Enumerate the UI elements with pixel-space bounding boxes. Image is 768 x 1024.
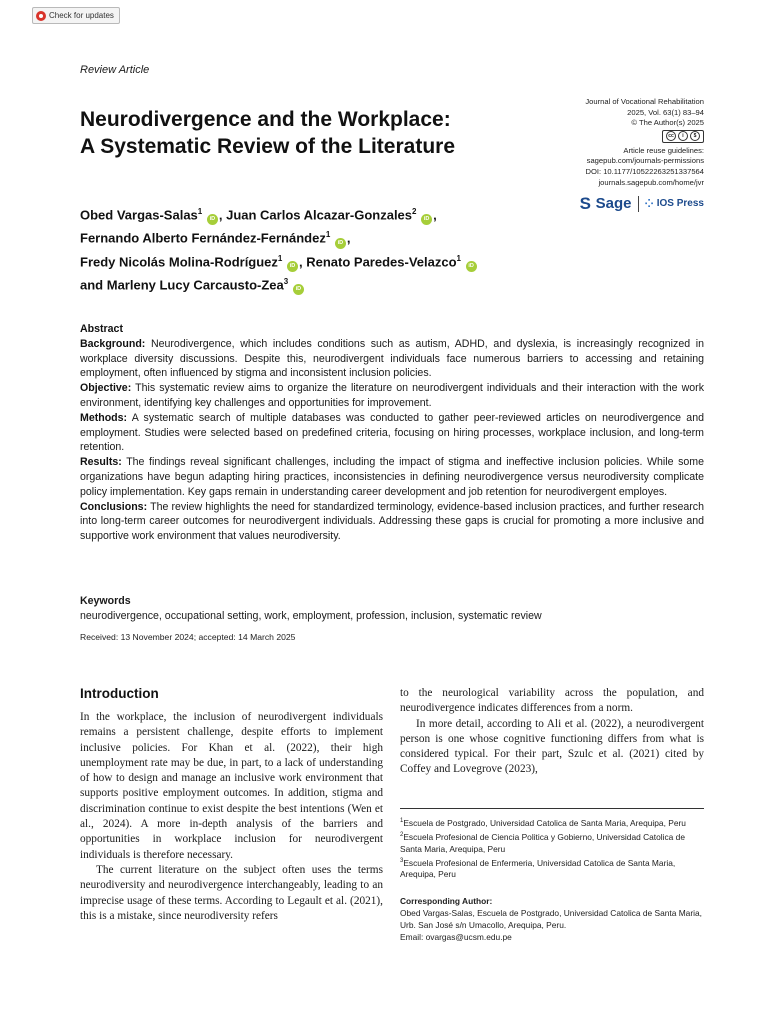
affiliation-3: $^3$Escuela Profesional de Enfermeria, Universidad Catolica de Santa Maria, Arequipa, Peru <box>400 857 676 880</box>
footnotes <box>400 815 704 943</box>
affiliation-mark: 1 <box>277 253 283 263</box>
author-name: Juan Carlos Alcazar-Gonzales <box>226 207 413 223</box>
sage-logo-text: Sage <box>595 195 632 212</box>
abstract-results <box>80 455 704 499</box>
reuse-link[interactable]: sagepub.com/journals-permissions <box>586 156 704 166</box>
separator: and <box>80 277 107 293</box>
corresponding-author-details: Obed Vargas-Salas, Escuela de Postgrado, Universidad Catolica de Santa Maria, Urb. San José s/n Umacollo, Arequipa, Peru. <box>400 908 702 931</box>
update-icon <box>36 11 46 21</box>
body-column-right <box>400 686 704 778</box>
affiliation-3-text: Escuela Profesional de Enfermeria, Universidad Catolica de Santa Maria, Arequipa, Peru <box>400 857 676 880</box>
affiliation-2-text: Escuela Profesional de Ciencia Politica y Gobierno, Universidad Catolica de Santa Maria, Arequipa, Peru <box>400 831 685 854</box>
affiliation-2: $^2$Escuela Profesional de Ciencia Politica y Gobierno, Universidad Catolica de Santa Maria, Arequipa, Peru <box>400 831 685 854</box>
orcid-icon[interactable]: iD <box>466 261 477 272</box>
article-type: Review Article <box>80 64 150 76</box>
intro-paragraph-3: In more detail, according to Ali et al. (2022), a neurodivergent person is one whose cognitive functioning differs from what is considered typical. For their part, Szulc et al. (2021) cited by Coffey and Lovegrove (2023), <box>400 717 704 776</box>
doi[interactable]: DOI: 10.1177/10522263251337564 <box>585 166 704 176</box>
section-heading-introduction: Introduction <box>80 686 159 701</box>
keywords-list: neurodivergence, occupational setting, work, employment, profession, inclusion, systematic review <box>80 609 542 622</box>
ios-press-text: IOS Press <box>656 198 704 209</box>
intro-paragraph-1: In the workplace, the inclusion of neurodivergent individuals remains a persistent challenge, despite efforts to implement inclusive policies. For Khan et al. (2022), their high unemployment rate may be due, in part, to a lack of understanding of how to design and manage an inclusive work environment that supports positive employment outcomes. In addition, stigma and discrimination continue to exist despite the best intentions (Wen et al., 2024). A more in-depth analysis of the barriers and opportunities in workplace inclusion for neurodivergent individuals is therefore necessary. <box>80 711 383 861</box>
by-icon: i <box>678 131 688 141</box>
orcid-icon[interactable]: iD <box>421 214 432 225</box>
abstract <box>80 322 704 544</box>
title-line-2: A Systematic Review of the Literature <box>80 135 456 158</box>
publisher-logos <box>580 195 704 212</box>
article-title <box>80 106 550 160</box>
objective-label: Objective: <box>80 382 132 395</box>
nc-icon: $ <box>690 131 700 141</box>
check-for-updates-label: Check for updates <box>49 11 114 20</box>
journal-volume: 2025, Vol. 63(1) 83–94 <box>627 107 704 117</box>
conclusions-text: The review highlights the need for standardized terminology, evidence-based inclusion practices, and further research into long-term career outcomes for neurodivergent individuals. Addressing these gaps is crucial for promoting a more inclusive and supportive work environment that values neurodiversity. <box>80 500 704 543</box>
cc-icon: cc <box>666 131 676 141</box>
logo-divider <box>638 196 639 212</box>
cc-license-badge[interactable] <box>662 130 704 143</box>
keywords-section <box>80 594 704 624</box>
affiliation-1-text: Escuela de Postgrado, Universidad Catolica de Santa Maria, Arequipa, Peru <box>403 817 686 828</box>
author-list: Obed Vargas-Salas$^1$ iD , Juan Carlos Alcazar-Gonzales$^2$ iD , Fernando Alberto Fernández-Fernández$^1$ iD , Fredy Nicolás Molina-Rodríguez$^1$ iD , Renato Paredes-Velazco$^1$ iD and Marleny Lucy Carcausto-Zea$^3$ iD <box>80 202 540 295</box>
journal-copyright: © The Author(s) 2025 <box>631 118 704 128</box>
methods-text: A systematic search of multiple databases was conducted to gather peer-reviewed articles on neurodivergence and employment. Studies were selected based on predefined criteria, focusing on hiring processes, workplace inclusion, and long-term retention. <box>80 411 704 454</box>
affiliation-mark: 3 <box>283 276 289 286</box>
abstract-methods <box>80 411 704 455</box>
author-name: Fernando Alberto Fernández-Fernández <box>80 230 326 246</box>
keywords-heading: Keywords <box>80 595 131 607</box>
separator: , <box>218 207 227 223</box>
ios-dots-icon: ⁘ <box>644 198 654 210</box>
journal-name: Journal of Vocational Rehabilitation <box>585 97 704 106</box>
sage-logo <box>580 195 632 212</box>
abstract-heading: Abstract <box>80 323 123 335</box>
abstract-objective <box>80 381 704 411</box>
author-name: Fredy Nicolás Molina-Rodríguez <box>80 253 278 269</box>
affiliation-mark: 1 <box>456 253 461 263</box>
author-name: Marleny Lucy Carcausto-Zea <box>106 277 284 293</box>
corresponding-author-email[interactable]: Email: ovargas@ucsm.edu.pe <box>400 932 512 943</box>
received-dates: Received: 13 November 2024; accepted: 14 March 2025 <box>80 632 296 642</box>
footnote-divider <box>400 808 704 809</box>
intro-paragraph-2-continued: to the neurological variability across the population, and neurodivergence indicates differences from a norm. <box>400 687 704 715</box>
background-text: Neurodivergence, which includes conditions such as autism, ADHD, and dyslexia, is increasingly recognized in workplace diversity discussions. Despite this, neurodivergent individuals face numerous barriers to accessing and retaining employment, often influenced by stigma and inconsistent inclusion policies. <box>80 337 704 380</box>
body-column-left <box>80 686 383 924</box>
affiliation-1: $^1$Escuela de Postgrado, Universidad Catolica de Santa Maria, Arequipa, Peru <box>400 817 686 828</box>
sage-s-icon: S <box>579 193 591 213</box>
affiliation-mark: 1 <box>197 207 203 216</box>
affiliation-mark: 2 <box>412 207 417 216</box>
title-line-1: Neurodivergence and the Workplace: <box>80 108 451 131</box>
journal-info <box>504 97 704 188</box>
objective-text: This systematic review aims to organize the literature on neurodivergent individuals and their interaction with the work environment, identifying key challenges and opportunities for improvement. <box>80 382 704 409</box>
orcid-icon[interactable]: iD <box>293 284 304 295</box>
methods-label: Methods: <box>80 411 128 424</box>
reuse-label: Article reuse guidelines: <box>623 145 704 155</box>
background-label: Background: <box>80 337 146 350</box>
separator: , <box>433 207 437 223</box>
abstract-conclusions <box>80 500 704 544</box>
corresponding-author-label: Corresponding Author: <box>400 896 493 907</box>
results-text: The findings reveal significant challenges, including the impact of stigma and ineffective inclusion policies. While some organizations have begun adapting hiring practices, inconsistencies in defining neurodivergence versus neurodiversity complicate policy implementation. Key gaps remain in understanding career development and job retention for neurodivergent employes. <box>80 456 704 498</box>
affiliation-mark: 1 <box>325 230 331 240</box>
check-for-updates-button[interactable] <box>32 7 120 24</box>
intro-paragraph-2: The current literature on the subject often uses the terms neurodiversity and neurodivergence interchangeably, leading to an imprecise usage of these terms. According to Legault et al. (2021), this is a mistake, since neurodiversity refers <box>80 863 383 922</box>
conclusions-label: Conclusions: <box>80 500 148 513</box>
author-name: Obed Vargas-Salas <box>80 207 198 223</box>
separator: , <box>299 253 307 269</box>
author-name: Renato Paredes-Velazco <box>306 253 457 269</box>
results-label: Results: <box>80 456 122 469</box>
orcid-icon[interactable]: iD <box>207 214 218 225</box>
orcid-icon[interactable]: iD <box>335 238 346 249</box>
abstract-background <box>80 337 704 381</box>
journal-home-link[interactable]: journals.sagepub.com/home/jvr <box>598 177 704 187</box>
orcid-icon[interactable]: iD <box>287 261 298 272</box>
ios-press-logo <box>645 197 704 210</box>
